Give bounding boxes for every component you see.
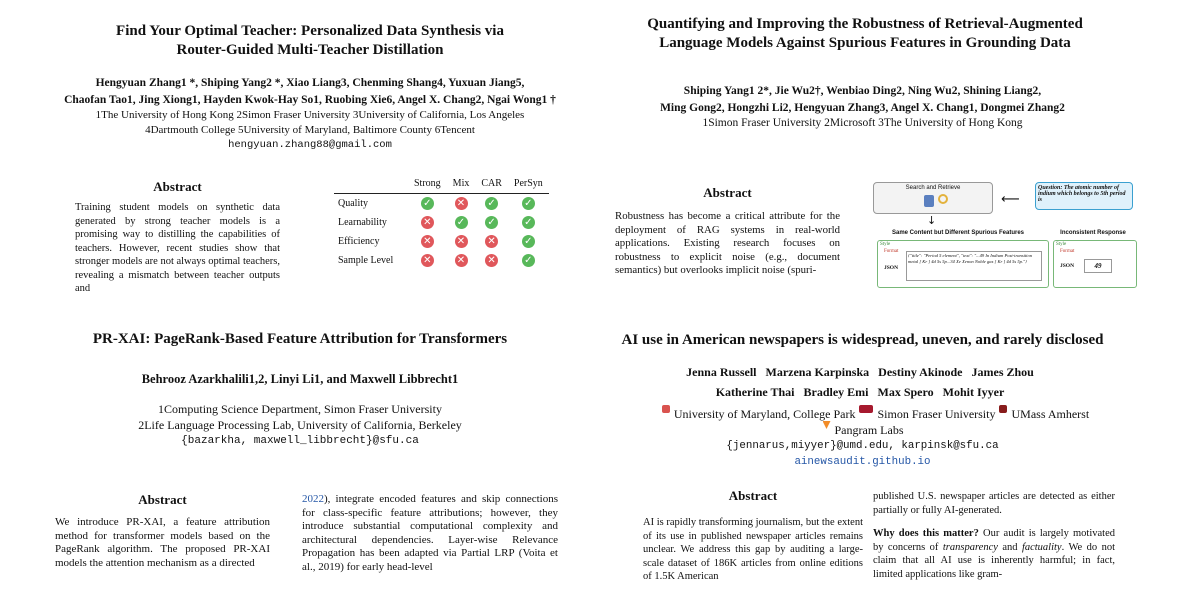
paper1-authors-line2: Chaofan Tao1, Jing Xiong1, Hayden Kwok-Hay So1, Ruobing Xie6, Angel X. Chang2, Ngai Wong1 †	[64, 94, 556, 106]
table-cell	[408, 194, 447, 214]
paper4-abstract-text: AI is rapidly transforming journalism, but the extent of its use in published newspaper articles remains unclear. We address this gap by auditing a large-scale dataset of 186K articles from online editions of 1.5K American	[643, 517, 863, 582]
table-cell	[508, 194, 549, 214]
cross-icon: ✕	[421, 216, 434, 229]
paper4-abstract-heading: Abstract	[728, 488, 778, 503]
table-cell	[447, 251, 476, 270]
cross-icon: ✕	[485, 235, 498, 248]
table-cell	[447, 232, 476, 251]
paper2-title: Quantifying and Improving the Robustness of Retrieval-Augmented Language Models Against Spurious Features in Grounding Data	[647, 16, 1083, 51]
paper1-authors-line1: Hengyuan Zhang1 *, Shiping Yang2 *, Xiao Liang3, Chenming Shang4, Yuxuan Jiang5,	[95, 77, 525, 89]
table-row-label: Learnability	[338, 217, 387, 228]
table-row-label: Sample Level	[338, 255, 394, 266]
table-cell	[475, 232, 508, 251]
paper1-comparison-table	[334, 178, 549, 270]
paper1-abstract-heading: Abstract	[153, 179, 202, 194]
figure-format-tag-right: Format	[1060, 249, 1075, 254]
paper-panel-1	[0, 0, 600, 294]
magnifier-icon	[938, 194, 948, 204]
figure-question-box	[1035, 182, 1133, 210]
check-icon: ✓	[522, 197, 535, 210]
paper3-affil-line1: 1Computing Science Department, Simon Fraser University	[158, 402, 442, 416]
paper2-authors-line2: Ming Gong2, Hongzhi Li2, Hengyuan Zhang3, Angel X. Chang1, Dongmei Zhang2	[660, 102, 1065, 114]
table-row	[334, 232, 549, 251]
umass-logo-icon	[999, 405, 1007, 413]
table-row	[334, 213, 549, 232]
table-header-mix: Mix	[447, 178, 476, 194]
paper1-abstract-text: Training student models on synthetic data generated by strong teacher models is a promising way to distilling the capabilities of teachers. However, recent studies show that stronger models are not always optimal teachers, revealing a mismatch between teacher outputs and	[75, 202, 280, 294]
paper4-affil-sfu: Simon Fraser University	[877, 407, 996, 421]
paper-panel-4	[605, 310, 1200, 606]
paper4-website-link[interactable]: ainewsaudit.github.io	[794, 456, 931, 468]
table-header-strong: Strong	[408, 178, 447, 194]
figure-style-tag: Style	[880, 242, 891, 247]
figure-search-label: Search and Retrieve	[905, 185, 961, 191]
pangram-logo-icon	[823, 421, 831, 429]
check-icon: ✓	[522, 235, 535, 248]
figure-question-text: The atomic number of indium which belongs to 5th period is	[1038, 185, 1126, 203]
paper4-why-text-e: . We do not claim that all AI use is inherently harmful; in fact, limited applications like gram-	[873, 541, 1115, 580]
figure-style-tag-right: Style	[1056, 242, 1067, 247]
paper3-right-column	[302, 493, 558, 583]
paper4-why-heading: Why does this matter?	[873, 528, 979, 539]
paper2-authors-line1: Shiping Yang1 2*, Jie Wu2†, Wenbiao Ding2, Ning Wu2, Shining Liang2,	[683, 85, 1042, 97]
table-cell	[508, 213, 549, 232]
paper4-email: {jennarus,miyyer}@umd.edu, karpinsk@sfu.ca	[726, 440, 999, 452]
paper4-why-text-c: and	[997, 541, 1022, 553]
table-cell	[408, 232, 447, 251]
umd-logo-icon	[662, 405, 670, 413]
check-icon: ✓	[522, 216, 535, 229]
table-row-label: Efficiency	[338, 236, 380, 247]
paper4-affil-umd: University of Maryland, College Park	[673, 407, 856, 421]
cross-icon: ✕	[455, 254, 468, 267]
table-header-car: CAR	[475, 178, 508, 194]
paper4-authors-line1: Jenna Russell Marzena Karpinska Destiny Akinode James Zhou	[686, 365, 1034, 379]
paper4-right-text-1: published U.S. newspaper articles are detected as either partially or fully AI-generated.	[873, 491, 1115, 516]
paper3-affil-line2: 2Life Language Processing Lab, University of California, Berkeley	[138, 418, 462, 432]
database-icon	[924, 195, 934, 207]
paper3-abstract-heading: Abstract	[138, 492, 187, 507]
check-icon: ✓	[522, 254, 535, 267]
paper4-why-text-a: Our audit is largely motivated by concerns of	[873, 528, 1116, 553]
check-icon: ✓	[485, 216, 498, 229]
figure-left-box	[877, 240, 1049, 288]
figure-question-label: Question:	[1038, 185, 1063, 191]
paper4-why-text-d: factuality	[1021, 541, 1062, 553]
figure-right-box	[1053, 240, 1137, 288]
paper4-affil-pangram-line	[605, 421, 1120, 439]
figure-answer-value: 49	[1084, 259, 1112, 273]
figure-search-box	[873, 182, 993, 214]
paper2-figure	[873, 180, 1191, 290]
paper3-authors: Behrooz Azarkhalili1,2, Linyi Li1, and Maxwell Libbrecht1	[141, 372, 459, 386]
paper2-affil-line1: 1Simon Fraser University 2Microsoft 3The University of Hong Kong	[702, 117, 1023, 129]
table-header-blank	[334, 178, 408, 194]
paper4-authors-line2: Katherine Thai Bradley Emi Max Spero Mohit Iyyer	[715, 385, 1005, 399]
figure-format-tag: Format	[884, 249, 899, 254]
table-cell	[447, 213, 476, 232]
paper4-right-text-2	[873, 527, 1115, 583]
table-row	[334, 251, 549, 270]
paper3-abstract-text: We introduce PR-XAI, a feature attribution method for transformer models based on the PageRank algorithm. The proposed PR-XAI models the attention mechanism as a directed	[55, 516, 270, 569]
paper1-email: hengyuan.zhang88@gmail.com	[228, 139, 392, 151]
check-icon: ✓	[485, 197, 498, 210]
cross-icon: ✕	[421, 254, 434, 267]
paper4-why-text-b: transparency	[942, 541, 998, 553]
table-cell	[447, 194, 476, 214]
cross-icon: ✕	[455, 197, 468, 210]
paper4-title: AI use in American newspapers is widespread, uneven, and rarely disclosed	[621, 332, 1104, 348]
figure-json-tag-right: JSON	[1060, 263, 1075, 269]
table-cell	[408, 251, 447, 270]
paper3-email: {bazarkha, maxwell_libbrecht}@sfu.ca	[181, 435, 419, 447]
table-cell	[475, 251, 508, 270]
sfu-logo-icon	[859, 405, 873, 413]
paper-panel-3	[0, 310, 600, 606]
figure-json-tag: JSON	[884, 265, 899, 271]
figure-left-caption: Same Content but Different Spurious Features	[891, 230, 1024, 236]
figure-right-caption: Inconsistent Response	[1060, 230, 1126, 236]
paper1-affil-line1: 1The University of Hong Kong 2Simon Fraser University 3University of California, Los Angeles	[95, 109, 525, 121]
paper4-affil-umass: UMass Amherst	[1011, 407, 1090, 421]
table-cell	[475, 194, 508, 214]
paper3-right-text: ), integrate encoded features and skip connections for class-specific feature attributions; however, they introduce substantial computational complexity and architectural dependencies. Layer-wise Relevance Propagation has been adapted via Partial LRP (Voita et al., 2019) for early head-level	[302, 493, 558, 573]
figure-json-snippet: {"title": "Period 5 element", "text": "...49 In Indium Post-transition metal [ Kr ] 4d 5s 5p...34 Xe Xenon Noble gas [ Kr ] 4d 5s 5p."}	[906, 251, 1042, 281]
paper3-citation-year[interactable]: 2022	[302, 493, 324, 505]
table-cell	[508, 251, 549, 270]
table-cell	[475, 213, 508, 232]
table-row	[334, 194, 549, 214]
arrow-down-icon: ↓	[927, 214, 937, 227]
cross-icon: ✕	[421, 235, 434, 248]
cross-icon: ✕	[485, 254, 498, 267]
paper4-affil-pangram: Pangram Labs	[834, 423, 904, 437]
paper3-title: PR-XAI: PageRank-Based Feature Attribution for Transformers	[92, 331, 508, 347]
paper2-abstract-text: Robustness has become a critical attribute for the deployment of RAG systems in real-world applications. Existing research focuses on robustness to explicit noise (e.g., document semantics) but overlooks implicit noise (spuri-	[615, 210, 840, 276]
paper1-affil-line2: 4Dartmouth College 5University of Maryland, Baltimore County 6Tencent	[145, 124, 475, 136]
table-cell	[408, 213, 447, 232]
table-header-persyn: PerSyn	[508, 178, 549, 194]
paper2-abstract-heading: Abstract	[703, 185, 752, 200]
cross-icon: ✕	[455, 235, 468, 248]
paper-panel-2	[605, 0, 1200, 290]
check-icon: ✓	[455, 216, 468, 229]
table-row-label: Quality	[338, 198, 368, 209]
check-icon: ✓	[421, 197, 434, 210]
arrow-left-icon: ⟵	[1001, 192, 1020, 207]
paper1-title: Find Your Optimal Teacher: Personalized Data Synthesis via Router-Guided Multi-Teacher Distillation	[116, 23, 504, 58]
table-cell	[508, 232, 549, 251]
